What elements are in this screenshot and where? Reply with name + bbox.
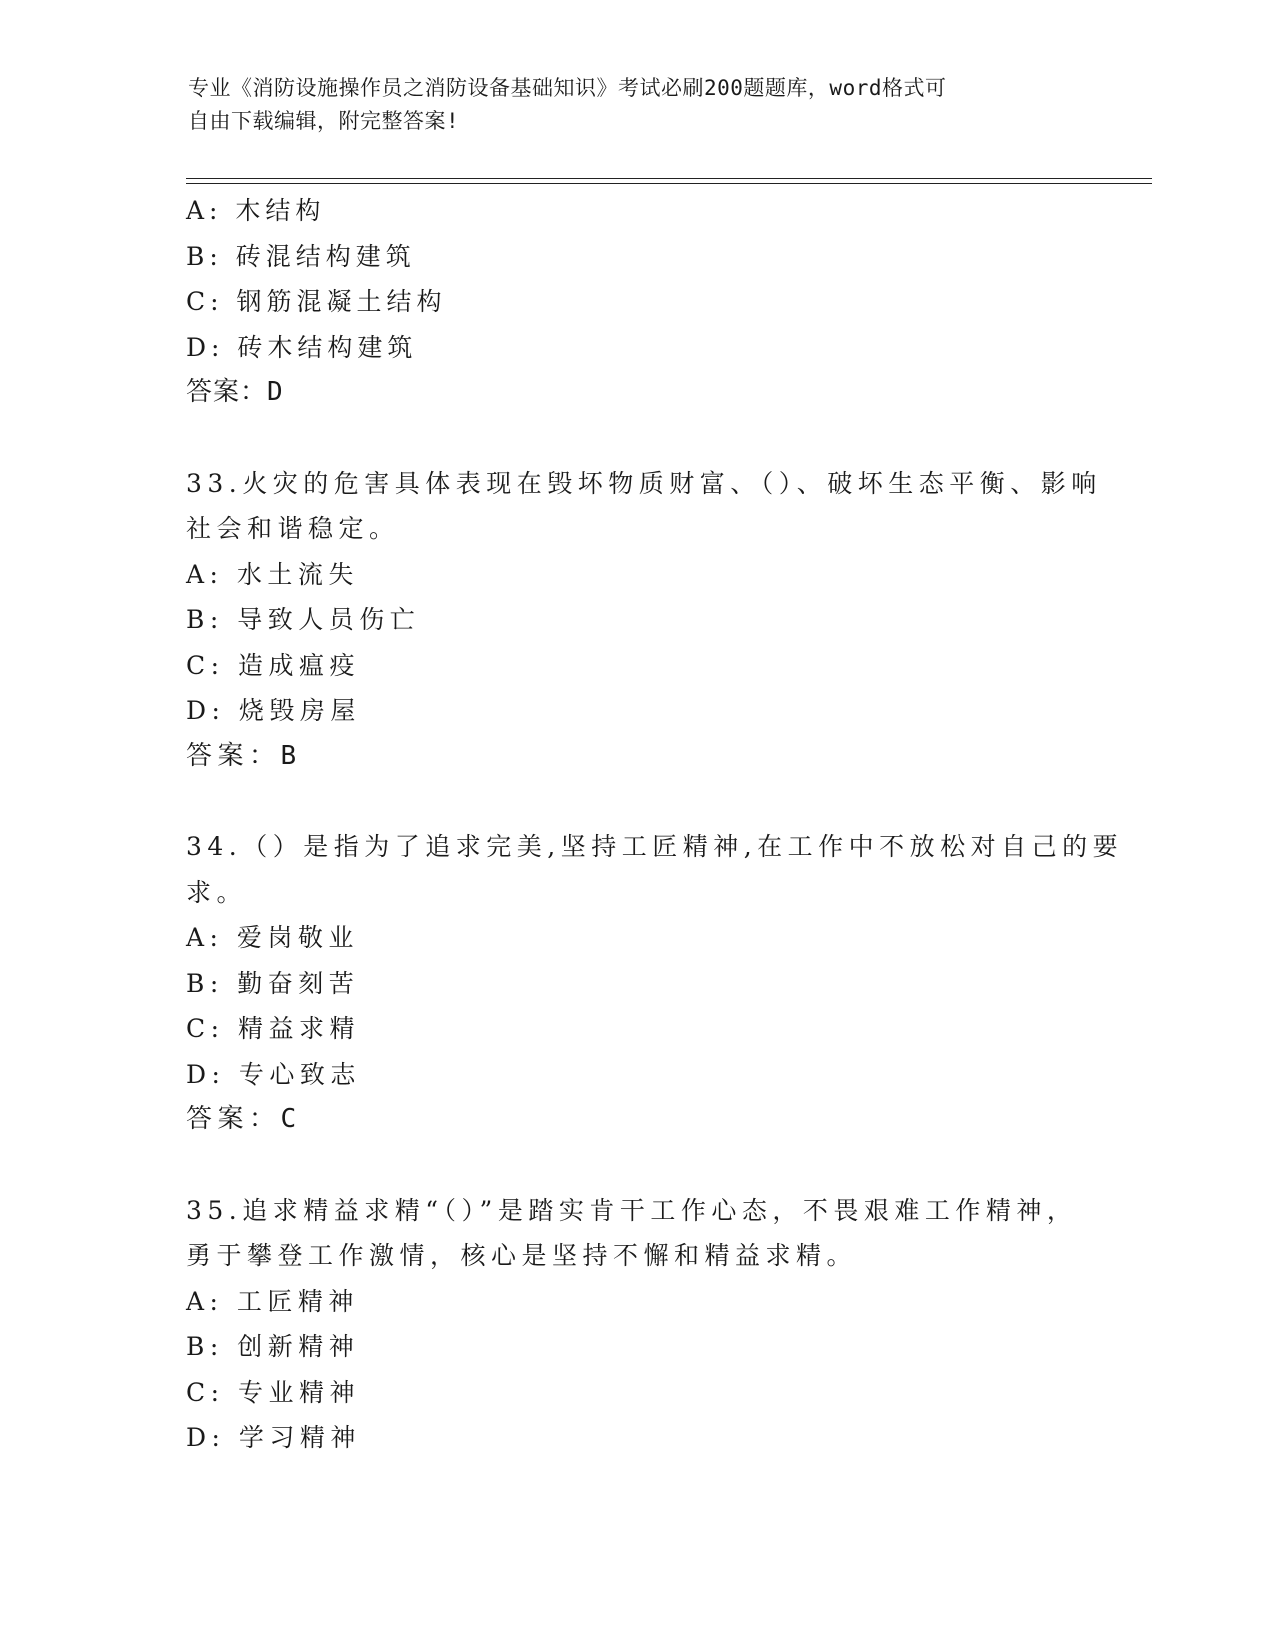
question-stem-line: 求。	[186, 877, 248, 907]
question-32-continuation	[186, 188, 1086, 416]
option-d: D: 专心致志	[186, 1059, 361, 1089]
document-header	[188, 72, 1088, 138]
option-d: D: 烧毁房屋	[186, 696, 361, 725]
answer-line	[186, 734, 1086, 780]
option-c: C: 造成瘟疫	[186, 650, 360, 680]
answer-label: 答案：	[186, 377, 268, 407]
question-stem-line: 33.火灾的危害具体表现在毁坏物质财富、（）、破坏生态平衡、影响	[186, 468, 1102, 498]
spacer	[186, 779, 1086, 824]
option-b: B: 创新精神	[186, 1332, 360, 1361]
answer-label: 答案：	[186, 1104, 281, 1134]
header-divider-double	[186, 183, 1152, 184]
option-c: C: 专业精神	[186, 1377, 360, 1407]
question-stem-line: 35.追求精益求精“（）”是踏实肯干工作心态，不畏艰难工作精神，	[186, 1195, 1078, 1225]
question-stem-line: 34.（）是指为了追求完美,坚持工匠精神,在工作中不放松对自己的要	[186, 832, 1124, 861]
header-line-1: 专业《消防设施操作员之消防设备基础知识》考试必刷200题题库，word格式可	[188, 76, 947, 100]
option-d: D: 砖木结构建筑	[186, 332, 418, 362]
option-a: A: 木结构	[186, 196, 326, 225]
question-34	[186, 824, 1124, 1143]
option-c: C: 精益求精	[186, 1014, 360, 1043]
answer-label: 答案：	[186, 740, 281, 771]
question-33	[186, 461, 1102, 780]
answer-line	[186, 370, 1086, 416]
option-d: D: 学习精神	[186, 1423, 361, 1452]
option-a: A: 水土流失	[186, 559, 359, 589]
question-35	[186, 1188, 1086, 1461]
option-b: B: 勤奋刻苦	[186, 968, 360, 998]
option-a: A: 爱岗敬业	[186, 923, 359, 952]
option-b: B: 导致人员伤亡	[186, 605, 421, 634]
answer-value: B	[280, 740, 302, 771]
option-a: A: 工匠精神	[186, 1286, 359, 1316]
header-line-2: 自由下载编辑，附完整答案!	[188, 109, 460, 133]
answer-value: C	[280, 1104, 302, 1134]
spacer	[186, 416, 1086, 461]
document-body	[186, 188, 1124, 1461]
header-divider	[186, 178, 1152, 179]
spacer	[186, 1143, 1086, 1188]
option-c: C: 钢筋混凝土结构	[186, 287, 447, 316]
option-b: B: 砖混结构建筑	[186, 241, 416, 271]
question-stem-line: 社会和谐稳定。	[186, 514, 400, 543]
answer-value: D	[267, 377, 284, 407]
answer-line	[186, 1097, 1086, 1143]
question-stem-line: 勇于攀登工作激情，核心是坚持不懈和精益求精。	[186, 1241, 858, 1270]
